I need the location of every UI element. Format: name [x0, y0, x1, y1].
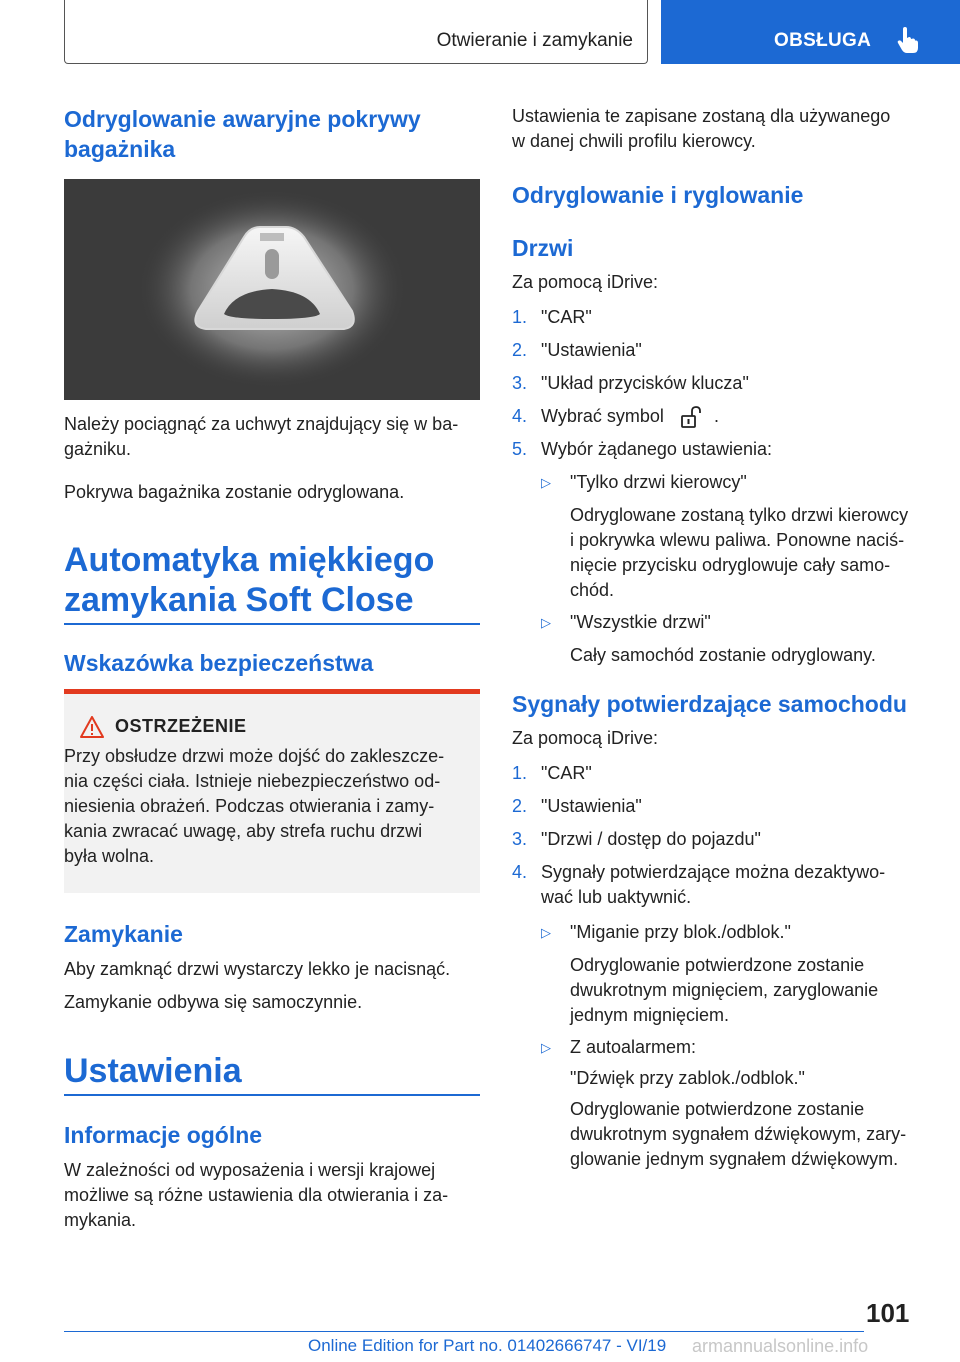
driver-desc-line-4: chód. — [570, 580, 615, 600]
general-line-1: W zależności od wyposażenia i wersji krajowej — [64, 1160, 436, 1180]
warning-bar — [64, 689, 480, 694]
alarm-desc-line-3: glowanie jednym sygnałem dźwiękowym. — [570, 1149, 899, 1169]
driver-desc-line-1: Odryglowane zostaną tylko drzwi kierowcy — [570, 505, 909, 525]
step-number: 1. — [512, 307, 528, 327]
steps-list-signals — [512, 763, 932, 913]
heading-settings: Ustawienia — [64, 1052, 242, 1090]
step-text: "CAR" — [541, 307, 592, 327]
warning-text — [64, 744, 480, 869]
header-section-title: Otwieranie i zamykanie — [436, 30, 633, 51]
steps-list-doors — [512, 307, 932, 487]
warning-line-3: niesienia obrażeń. Podczas otwierania i zamy- — [64, 796, 435, 816]
soft-close-line-1: Automatyka miękkiego — [64, 541, 435, 579]
idrive-intro-1: Za pomocą iDrive: — [512, 272, 659, 292]
blink-desc-line-1: Odryglowanie potwierdzone zostanie — [570, 955, 865, 975]
step-text: Sygnały potwierdzające można dezaktywo- — [541, 862, 886, 882]
idrive-intro-2: Za pomocą iDrive: — [512, 728, 659, 748]
warning-box — [64, 689, 480, 893]
step-text: "CAR" — [541, 763, 592, 783]
option-blink-desc — [570, 953, 940, 1028]
heading-soft-close — [64, 540, 434, 620]
driver-desc-line-2: i pokrywka wlewu paliwa. Ponowne naciś- — [570, 530, 905, 550]
unlock-icon — [679, 405, 703, 429]
triangle-bullet-icon: ▷ — [541, 615, 551, 630]
paragraph-closing-1: Aby zamknąć drzwi wystarczy lekko je nacisnąć. — [64, 959, 451, 979]
driver-desc-line-3: nięcie przycisku odryglowuje cały samo- — [570, 555, 891, 575]
triangle-bullet-icon: ▷ — [541, 1040, 551, 1055]
trunk-release-handle-image — [64, 179, 480, 400]
step-text: "Układ przycisków klucza" — [541, 373, 749, 393]
triangle-bullet-icon: ▷ — [541, 475, 551, 490]
option-all-doors: "Wszystkie drzwi" — [570, 612, 711, 632]
option-driver-door-desc — [570, 503, 940, 603]
step-text-suffix: . — [714, 406, 720, 426]
heading-safety-note: Wskazówka bezpieczeństwa — [64, 650, 374, 676]
heading-rule — [64, 1094, 480, 1096]
step-number: 3. — [512, 829, 528, 849]
heading-emergency-release-text: Odryglowanie awaryjne pokrywy bagażnika — [64, 106, 421, 162]
step-number: 4. — [512, 406, 528, 426]
step-text: Wybrać symbol — [541, 406, 664, 426]
general-line-2: możliwe są różne ustawienia dla otwierania i za- — [64, 1185, 449, 1205]
option-alarm-desc — [570, 1097, 940, 1172]
warning-line-5: była wolna. — [64, 846, 155, 866]
header-chapter-label: OBSŁUGA — [774, 30, 872, 51]
header-section-box — [64, 0, 648, 64]
paragraph-lid-unlocked: Pokrywa bagażnika zostanie odryglowana. — [64, 482, 405, 502]
option-all-doors-desc: Cały samochód zostanie odryglowany. — [570, 645, 876, 665]
heading-rule — [64, 623, 480, 625]
step-text: "Drzwi / dostęp do pojazdu" — [541, 829, 761, 849]
saved-line-1: Ustawienia te zapisane zostaną dla używanego — [512, 106, 891, 126]
watermark: armannualsonline.info — [692, 1336, 869, 1356]
step-text: "Ustawienia" — [541, 340, 642, 360]
option-alarm-sub: "Dźwięk przy zablok./odblok." — [570, 1068, 805, 1088]
alarm-desc-line-1: Odryglowanie potwierdzone zostanie — [570, 1099, 865, 1119]
heading-general-info: Informacje ogólne — [64, 1122, 263, 1148]
alarm-desc-line-2: dwukrotnym sygnałem dźwiękowym, zary- — [570, 1124, 907, 1144]
step-number: 1. — [512, 763, 528, 783]
option-driver-door: "Tylko drzwi kierowcy" — [570, 472, 747, 492]
blink-desc-line-3: jednym mignięciem. — [570, 1005, 730, 1025]
pull-handle-line-2: gażniku. — [64, 439, 132, 459]
triangle-bullet-icon: ▷ — [541, 925, 551, 940]
option-alarm: Z autoalarmem: — [570, 1037, 697, 1057]
heading-doors: Drzwi — [512, 235, 574, 261]
saved-line-2: w danej chwili profilu kierowcy. — [512, 131, 756, 151]
paragraph-general-info — [64, 1158, 484, 1233]
hand-pointer-icon — [897, 26, 919, 54]
paragraph-closing-2: Zamykanie odbywa się samoczynnie. — [64, 992, 363, 1012]
header-chapter-tab — [661, 0, 960, 64]
heading-confirmation-signals: Sygnały potwierdzające samochodu — [512, 691, 907, 717]
page-number: 101 — [866, 1298, 910, 1328]
step-text: Wybór żądanego ustawienia: — [541, 439, 772, 459]
warning-line-4: kania zwracać uwagę, aby strefa ruchu drzwi — [64, 821, 423, 841]
step-number: 4. — [512, 862, 528, 882]
step-number: 2. — [512, 796, 528, 816]
blink-desc-line-2: dwukrotnym mignięciem, zaryglowanie — [570, 980, 879, 1000]
heading-closing: Zamykanie — [64, 921, 183, 947]
footer-rule — [64, 1331, 864, 1332]
step-text-line-2: wać lub uaktywnić. — [541, 887, 692, 907]
paragraph-pull-handle — [64, 412, 484, 462]
warning-line-1: Przy obsłudze drzwi może dojść do zakleszcze- — [64, 746, 445, 766]
step-number: 2. — [512, 340, 528, 360]
step-number: 3. — [512, 373, 528, 393]
soft-close-line-2: zamykania Soft Close — [64, 581, 414, 619]
option-blink: "Miganie przy blok./odblok." — [570, 922, 791, 942]
pull-handle-line-1: Należy pociągnąć za uchwyt znajdujący się w ba- — [64, 414, 459, 434]
general-line-3: mykania. — [64, 1210, 137, 1230]
heading-unlock-lock: Odryglowanie i ryglowanie — [512, 182, 804, 208]
step-number: 5. — [512, 439, 528, 459]
paragraph-saved-profile — [512, 104, 932, 154]
footer-edition: Online Edition for Part no. 01402666747 - VI/19 — [308, 1336, 667, 1355]
warning-triangle-icon — [80, 716, 104, 738]
warning-line-2: nia części ciała. Istnieje niebezpieczeństwo od- — [64, 771, 441, 791]
warning-title: OSTRZEŻENIE — [115, 716, 247, 736]
heading-emergency-release — [64, 104, 484, 164]
step-text: "Ustawienia" — [541, 796, 642, 816]
